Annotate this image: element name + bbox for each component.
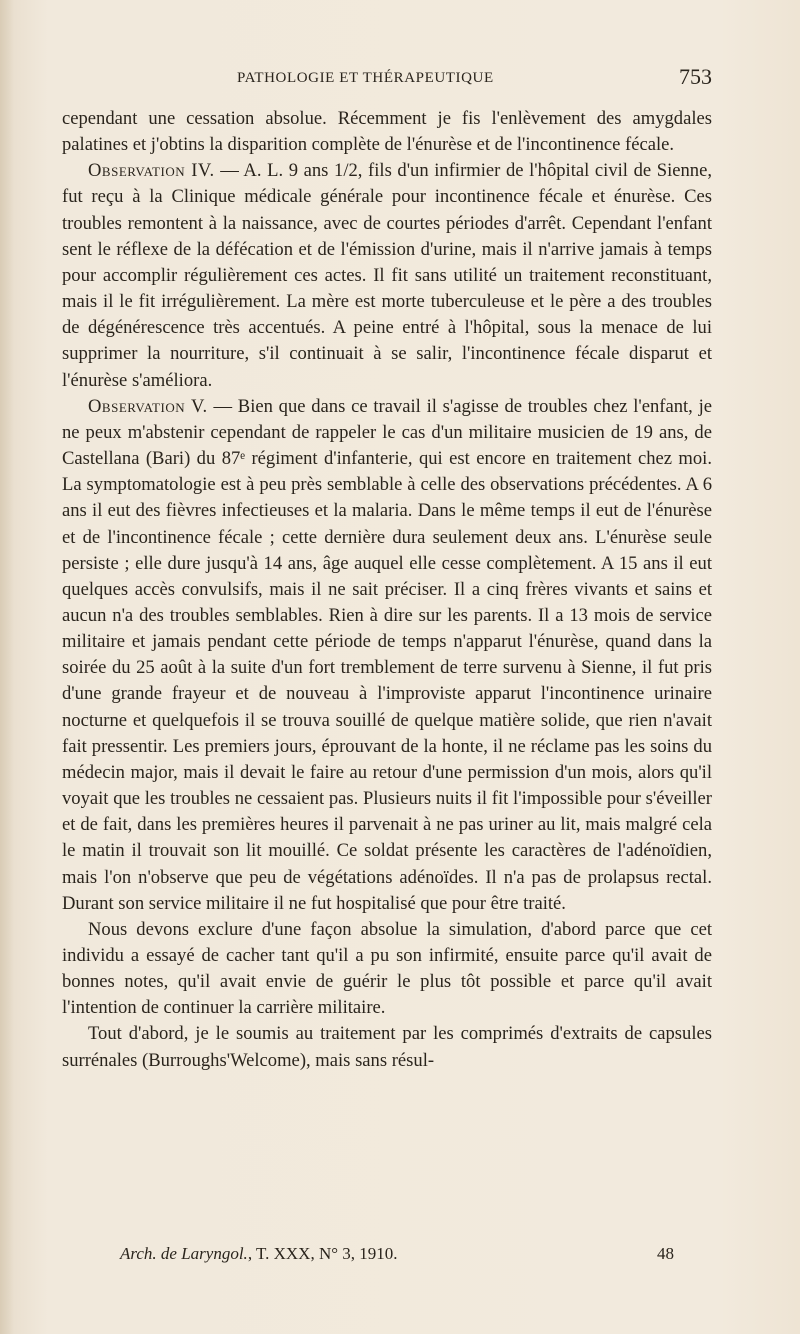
paragraph: cependant une cessation absolue. Récemment je fis l'enlèvement des amygdales palatines et j'obtins la disparition complète de l'énurèse et de l'incontinence fécale.: [62, 108, 712, 156]
observation-label: Observation IV.: [88, 160, 215, 182]
paragraph: Tout d'abord, je le soumis au traitement par les comprimés d'extraits de capsules surrénales (Burroughs'Welcome), mais sans résul-: [62, 1023, 712, 1071]
journal-name: Arch. de Laryngol.: [120, 1244, 248, 1263]
observation-label: Observation V.: [88, 395, 208, 417]
page-number: 753: [679, 64, 712, 89]
paragraph-observation-v: [62, 394, 712, 917]
running-title: PATHOLOGIE ET THÉRAPEUTIQUE: [237, 70, 494, 86]
journal-volume: , T. XXX, N° 3, 1910.: [247, 1244, 398, 1263]
observation-text: — Bien que dans ce travail il s'agisse de troubles chez l'enfant, je ne peux m'abstenir cependant de rappeler le cas d'un militaire musicien de 19 ans, de Castellana (Bari) du 87ᵉ régiment d'infanterie, qui est encore en traitement chez moi. La symptomatologie est à peu près semblable à celle des observations précédentes. A 6 ans il eut des fièvres infectieuses et la malaria. Dans le même temps il eut de l'énurèse et de l'incontinence fécale ; cette dernière dura seulement deux ans. L'énurèse seule persiste ; elle dure jusqu'à 14 ans, âge auquel elle cesse complètement. A 15 ans il eut quelques accès convulsifs, mais il ne sait préciser. Il a cinq frères vivants et sains et aucun n'a des troubles semblables. Rien à dire sur les parents. Il a 13 mois de service militaire et jamais pendant cette période de temps n'apparut l'énurèse, quand dans la soirée du 25 août à la suite d'un fort tremblement de terre survenu à Sienne, il fut pris d'une grande frayeur et de nouveau à l'improviste apparut l'incontinence urinaire nocturne et quelquefois il se trouva souillé de quelque matière solide, que rien n'avait fait pressentir. Les premiers jours, éprouvant de la honte, il ne réclame pas les soins du médecin major, mais il devait le faire au retour d'une permission d'un mois, alors qu'il voyait que les troubles ne cessaient pas. Plusieurs nuits il fit l'impossible pour s'éveiller et de fait, dans les premières heures il parvenait à ne pas uriner au lit, mais malgré cela le matin il trouvait son lit mouillé. Ce soldat présente les caractères de l'adénoïdien, mais l'on n'observe que peu de végétations adénoïdes. Il n'a pas de prolapsus rectal. Durant son service militaire il ne fut hospitalisé que pour être traité.: [62, 395, 712, 914]
running-head: [62, 64, 712, 94]
binding-shadow: [0, 0, 14, 1334]
paragraph: Nous devons exclure d'une façon absolue la simulation, d'abord parce que cet individu a essayé de cacher tant qu'il a pu son infirmité, ensuite parce qu'il avait de bonnes notes, qu'il avait envie de guérir le plus tôt possible et parce qu'il avait l'intention de continuer la carrière militaire.: [62, 918, 712, 1019]
signature-mark: 48: [657, 1244, 674, 1263]
body-text: [62, 106, 712, 1074]
journal-citation: [120, 1244, 398, 1264]
paragraph-observation-iv: [62, 158, 712, 393]
footer: [120, 1244, 680, 1270]
observation-text: — A. L. 9 ans 1/2, fils d'un infirmier de l'hôpital civil de Sienne, fut reçu à la Clinique médicale générale pour incontinence fécale et énurèse. Ces troubles remontent à la naissance, avec de courtes périodes d'arrêt. Cependant l'enfant sent le réflexe de la défécation et de l'émission d'urine, mais il n'arrive jamais à temps pour accomplir régulièrement ces actes. Il fit sans utilité un traitement reconstituant, mais il le fit irrégulièrement. La mère est morte tuberculeuse et le père a des troubles de dégénérescence très accentués. A peine entré à l'hôpital, sous la menace de lui supprimer la nourriture, s'il continuait à se salir, l'incontinence fécale disparut et l'énurèse s'améliora.: [62, 160, 712, 391]
